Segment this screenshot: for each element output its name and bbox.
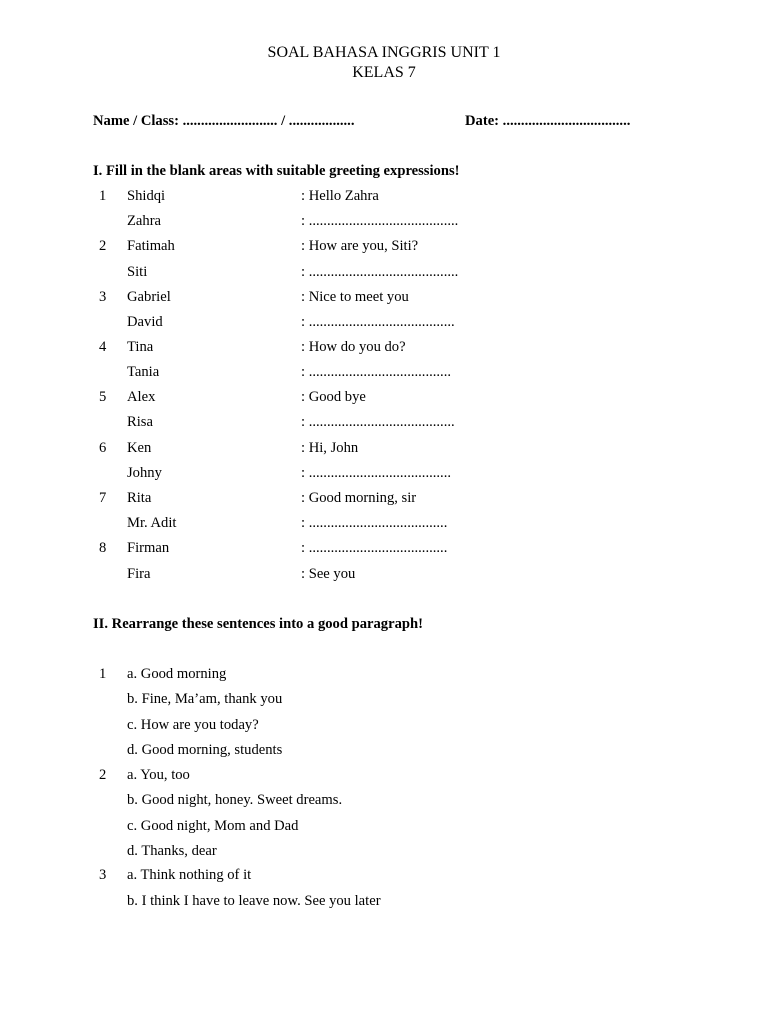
dialogue-line: : Hi, John [301,440,359,456]
dialogue-line: : How do you do? [301,339,406,355]
dialogue-line: : Good morning, sir [301,490,417,506]
speaker-name: David [127,314,163,330]
worksheet-title: SOAL BAHASA INGGRIS UNIT 1 [267,44,501,61]
item-number: 3 [99,289,107,305]
dialogue-line: : How are you, Siti? [301,238,419,254]
speaker-name: Tania [127,364,160,380]
sentence-option: d. Thanks, dear [127,843,217,859]
dialogue-row [0,364,768,384]
speaker-name: Siti [127,264,148,280]
item-number: 1 [99,188,107,204]
blank-answer-line: : ....................................... [301,465,451,481]
speaker-name: Tina [127,339,154,355]
blank-answer-line: : ....................................... [301,364,451,380]
sentence-option: d. Good morning, students [127,742,283,758]
speaker-name: Shidqi [127,188,166,204]
sentence-option: b. Fine, Ma’am, thank you [127,691,283,707]
sentence-option: a. Good morning [127,666,227,682]
dialogue-row [0,238,768,258]
blank-answer-line: : ......................................... [301,213,459,229]
blank-answer-line: : ...................................... [301,540,448,556]
sentence-option-row [0,742,768,762]
sentence-option-row [0,717,768,737]
speaker-name: Alex [127,389,156,405]
sentence-option: a. Think nothing of it [127,867,252,883]
dialogue-row [0,188,768,208]
sentence-option-row [0,666,768,686]
item-number: 7 [99,490,107,506]
speaker-name: Risa [127,414,153,430]
dialogue-row [0,339,768,359]
dialogue-row [0,540,768,560]
sentence-option-row [0,767,768,787]
sentence-option-row [0,843,768,863]
item-number: 2 [99,238,107,254]
sentence-option: b. Good night, honey. Sweet dreams. [127,792,343,808]
speaker-name: Gabriel [127,289,171,305]
item-number: 5 [99,389,107,405]
blank-answer-line: : ......................................... [301,264,459,280]
speaker-name: Fatimah [127,238,175,254]
dialogue-row [0,264,768,284]
section-1-heading: I. Fill in the blank areas with suitable greeting expressions! [93,163,460,179]
speaker-name: Fira [127,566,151,582]
sentence-option-row [0,691,768,711]
dialogue-line: : Hello Zahra [301,188,379,204]
sentence-option-row [0,792,768,812]
dialogue-row [0,440,768,460]
speaker-name: Zahra [127,213,162,229]
sentence-option-row [0,867,768,887]
section-2-heading: II. Rearrange these sentences into a good paragraph! [93,616,423,632]
item-number: 6 [99,440,107,456]
blank-answer-line: : ...................................... [301,515,448,531]
dialogue-row [0,414,768,434]
dialogue-line: : See you [301,566,356,582]
speaker-name: Firman [127,540,170,556]
dialogue-row [0,566,768,586]
dialogue-row [0,314,768,334]
speaker-name: Ken [127,440,152,456]
dialogue-line: : Nice to meet you [301,289,409,305]
group-number: 1 [99,666,107,682]
dialogue-row [0,490,768,510]
group-number: 3 [99,867,107,883]
dialogue-row [0,389,768,409]
worksheet-class-title: KELAS 7 [352,64,416,81]
blank-answer-line: : ........................................ [301,314,455,330]
dialogue-row [0,515,768,535]
date-line: Date: ................................... [465,113,631,129]
group-number: 2 [99,767,107,783]
speaker-name: Mr. Adit [127,515,177,531]
sentence-option: c. Good night, Mom and Dad [127,818,299,834]
dialogue-row [0,465,768,485]
item-number: 4 [99,339,107,355]
dialogue-row [0,289,768,309]
blank-answer-line: : ........................................ [301,414,455,430]
item-number: 8 [99,540,107,556]
sentence-option-row [0,818,768,838]
sentence-option: a. You, too [127,767,190,783]
sentence-option: c. How are you today? [127,717,259,733]
dialogue-line: : Good bye [301,389,366,405]
name-class-line: Name / Class: .......................... / .................. [93,113,355,129]
sentence-option-row [0,893,768,913]
speaker-name: Rita [127,490,152,506]
sentence-option: b. I think I have to leave now. See you later [127,893,381,909]
dialogue-row [0,213,768,233]
speaker-name: Johny [127,465,162,481]
